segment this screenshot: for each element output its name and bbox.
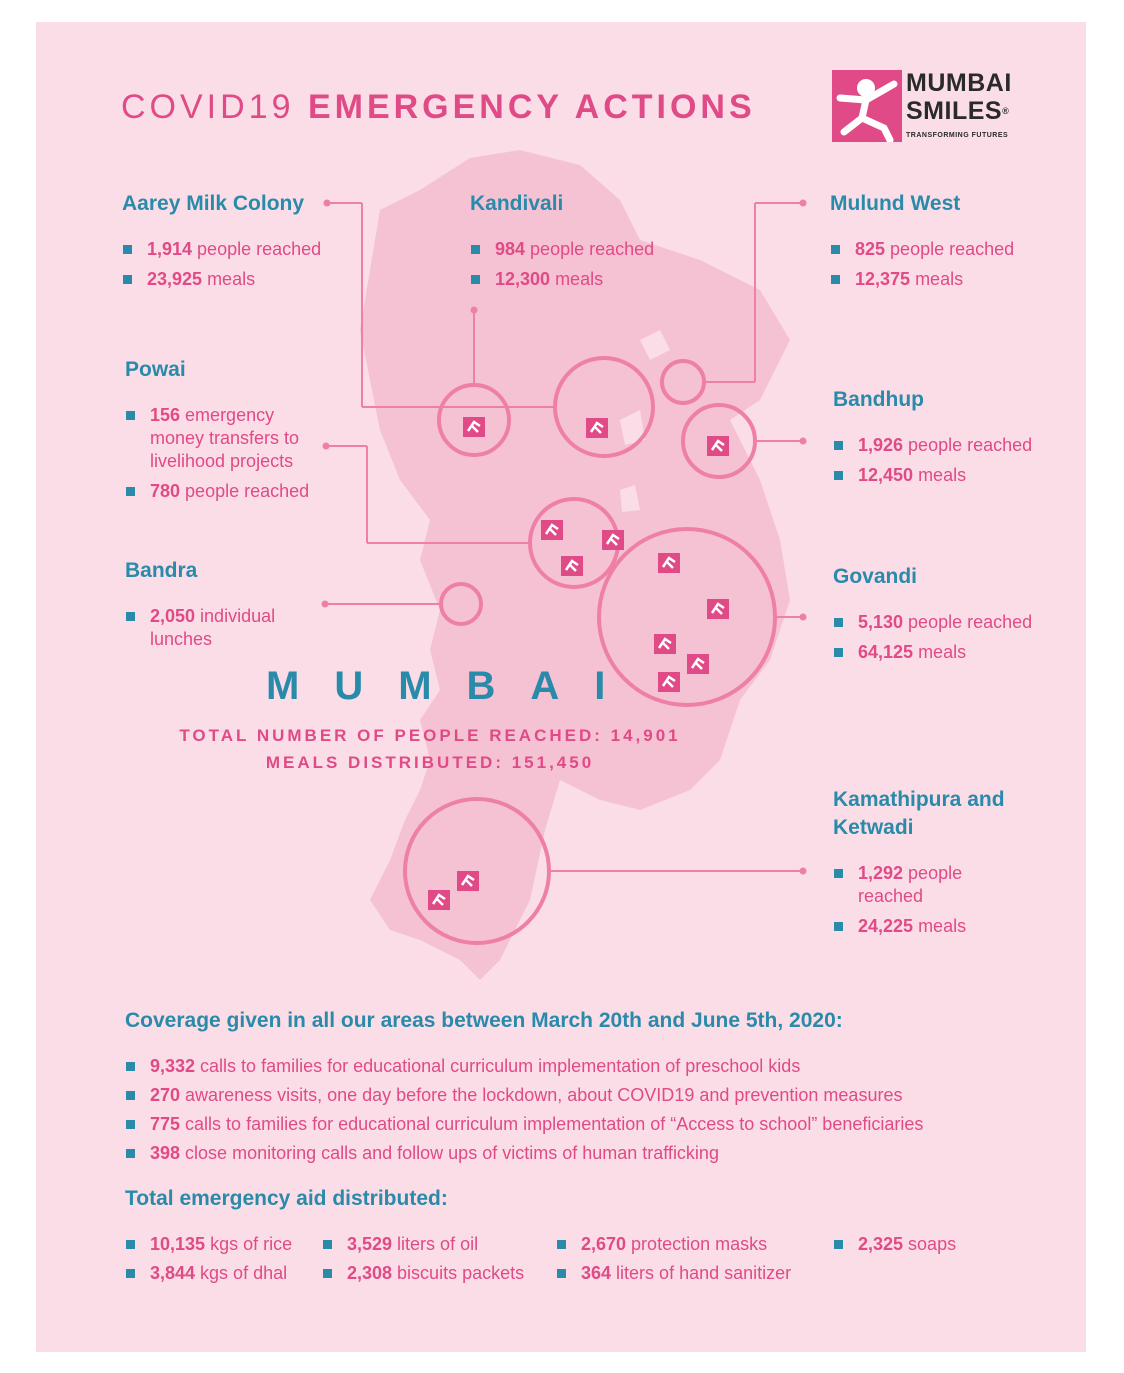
area-powai	[125, 356, 325, 510]
logo-word-1: MUMBAI	[906, 69, 1012, 97]
aid-section	[125, 1185, 1025, 1303]
area-stat: 780 people reached	[125, 480, 325, 503]
area-stat: 23,925 meals	[122, 268, 322, 291]
area-name: Bandhup	[833, 388, 924, 411]
coverage-item: 775 calls to families for educational curriculum implementation of “Access to school” beneficiaries	[125, 1113, 1025, 1136]
area-govandi	[833, 563, 1073, 671]
area-kandivali	[470, 190, 710, 298]
area-stat: 156 emergency money transfers to livelihood projects	[125, 404, 325, 473]
logo-registered-mark: ®	[1002, 106, 1010, 116]
aid-item: 2,670 protection masks	[556, 1233, 791, 1256]
coverage-item: 398 close monitoring calls and follow ups of victims of human trafficking	[125, 1142, 1025, 1165]
aid-item: 364 liters of hand sanitizer	[556, 1262, 791, 1285]
area-stat: 984 people reached	[470, 238, 710, 261]
area-aarey	[122, 190, 322, 298]
area-stat: 64,125 meals	[833, 641, 1073, 664]
logo-figure-icon	[832, 70, 902, 142]
area-stat: 5,130 people reached	[833, 611, 1073, 634]
area-name: Govandi	[833, 565, 918, 588]
area-stat: 2,050 individual lunches	[125, 605, 315, 651]
aid-item: 2,308 biscuits packets	[322, 1262, 524, 1285]
city-totals	[150, 722, 710, 776]
aid-heading: Total emergency aid distributed:	[125, 1187, 448, 1210]
aid-item: 10,135 kgs of rice	[125, 1233, 292, 1256]
mumbai-smiles-logo	[832, 70, 1022, 146]
total-meals: MEALS DISTRIBUTED: 151,450	[265, 753, 595, 772]
title-bold: EMERGENCY ACTIONS	[307, 88, 756, 126]
area-stat: 1,292 people reached	[833, 862, 1013, 908]
coverage-heading: Coverage given in all our areas between March 20th and June 5th, 2020:	[125, 1009, 843, 1032]
area-kamathipura	[833, 786, 1013, 945]
area-name: Kamathipura and Ketwadi	[833, 788, 1005, 839]
area-name: Kandivali	[470, 192, 564, 215]
area-name: Bandra	[125, 559, 198, 582]
area-stat: 1,926 people reached	[833, 434, 1073, 457]
area-stat: 1,914 people reached	[122, 238, 322, 261]
area-name: Mulund West	[830, 192, 961, 215]
title-light: COVID19	[121, 88, 295, 126]
area-bandra	[125, 557, 315, 658]
logo-tagline: TRANSFORMING FUTURES	[906, 132, 1009, 139]
logo-word-2: SMILES®	[906, 97, 1010, 125]
area-bandhup	[833, 386, 1073, 494]
city-name: MUMBAI	[266, 664, 641, 708]
area-stat: 12,375 meals	[830, 268, 1050, 291]
page-title	[121, 88, 756, 127]
area-stat: 825 people reached	[830, 238, 1050, 261]
total-people: TOTAL NUMBER OF PEOPLE REACHED: 14,901	[179, 726, 681, 745]
area-name: Aarey Milk Colony	[122, 192, 305, 215]
aid-item: 3,529 liters of oil	[322, 1233, 524, 1256]
coverage-section	[125, 1007, 1025, 1171]
area-name: Powai	[125, 358, 186, 381]
area-stat: 12,300 meals	[470, 268, 710, 291]
area-mulund	[830, 190, 1050, 298]
coverage-item: 270 awareness visits, one day before the lockdown, about COVID19 and prevention measures	[125, 1084, 1025, 1107]
aid-item: 2,325 soaps	[833, 1233, 956, 1256]
area-stat: 24,225 meals	[833, 915, 1013, 938]
aid-item: 3,844 kgs of dhal	[125, 1262, 292, 1285]
coverage-item: 9,332 calls to families for educational curriculum implementation of preschool kids	[125, 1055, 1025, 1078]
area-stat: 12,450 meals	[833, 464, 1073, 487]
